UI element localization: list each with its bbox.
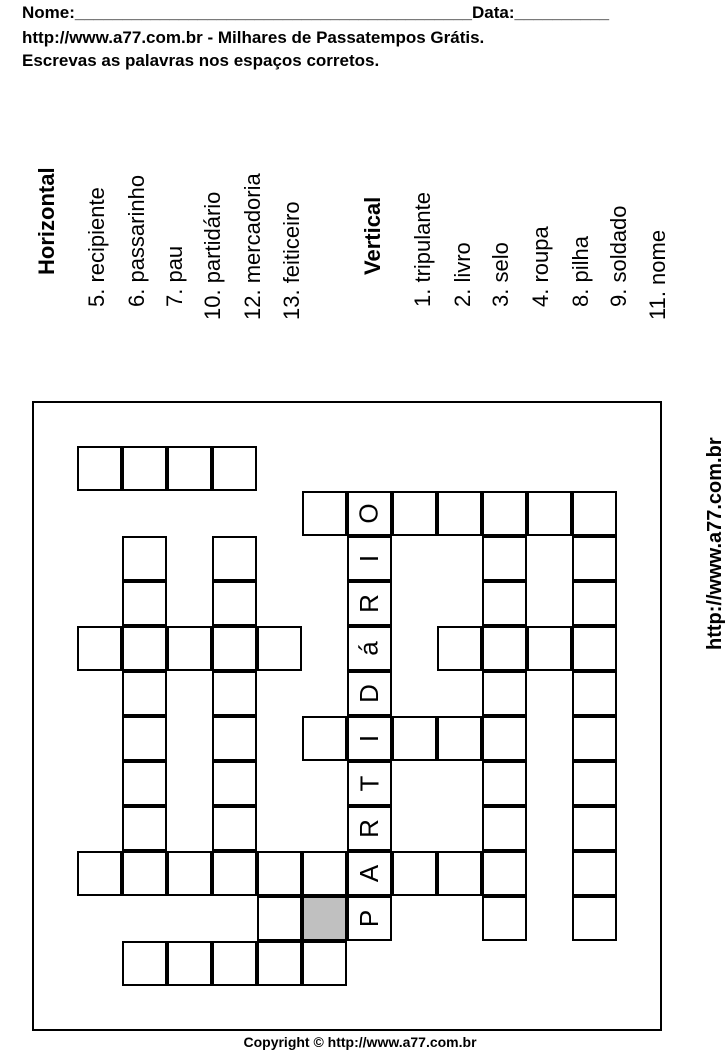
- crossword-cell[interactable]: [572, 716, 617, 761]
- crossword-cell[interactable]: [437, 491, 482, 536]
- shaded-cell[interactable]: [302, 896, 347, 941]
- answer-letter-text: A: [354, 864, 384, 883]
- crossword-cell[interactable]: [572, 806, 617, 851]
- crossword-cell[interactable]: [77, 626, 122, 671]
- answer-letter-text: D: [354, 684, 384, 703]
- crossword-cell[interactable]: [122, 626, 167, 671]
- answer-letter: [347, 536, 392, 581]
- answer-letter-text: R: [354, 594, 384, 613]
- crossword-cell[interactable]: [437, 851, 482, 896]
- crossword-cell[interactable]: [257, 896, 302, 941]
- crossword-cell[interactable]: [482, 761, 527, 806]
- header-name-date: Nome:__________________________________________Data:__________: [22, 3, 610, 22]
- horizontal-clue: 10. partidário: [200, 191, 225, 320]
- answer-letter: [347, 626, 392, 671]
- crossword-cell[interactable]: [482, 581, 527, 626]
- crossword-cell[interactable]: [482, 806, 527, 851]
- crossword-cell[interactable]: [572, 851, 617, 896]
- answer-letter-text: I: [353, 554, 384, 563]
- horizontal-clue: 12. mercadoria: [240, 173, 265, 320]
- horizontal-clue: 7. pau: [162, 245, 187, 307]
- crossword-cell[interactable]: [122, 671, 167, 716]
- crossword-cell[interactable]: [122, 716, 167, 761]
- crossword-cell[interactable]: [302, 491, 347, 536]
- vertical-clue: 4. roupa: [528, 226, 553, 307]
- crossword-cell[interactable]: [167, 941, 212, 986]
- crossword-cell[interactable]: [482, 896, 527, 941]
- crossword-cell[interactable]: [212, 716, 257, 761]
- horizontal-title: Horizontal: [34, 167, 59, 275]
- crossword-cell[interactable]: [572, 536, 617, 581]
- crossword-cell[interactable]: [257, 626, 302, 671]
- crossword-cell[interactable]: [527, 491, 572, 536]
- answer-letter-text: R: [354, 819, 384, 838]
- answer-letter-text: á: [354, 641, 384, 656]
- crossword-cell[interactable]: [122, 581, 167, 626]
- crossword-cell[interactable]: [572, 761, 617, 806]
- footer-copyright: Copyright © http://www.a77.com.br: [243, 1034, 477, 1050]
- answer-letter-text: I: [353, 734, 384, 743]
- vertical-clue: 2. livro: [450, 242, 475, 307]
- horizontal-clue: 6. passarinho: [124, 174, 149, 307]
- answer-letter: [347, 671, 392, 716]
- vertical-clue: 3. selo: [488, 242, 513, 307]
- crossword-cell[interactable]: [212, 446, 257, 491]
- crossword-cell[interactable]: [212, 761, 257, 806]
- crossword-cell[interactable]: [212, 671, 257, 716]
- answer-letter: [347, 716, 392, 761]
- answer-letter-text: P: [354, 909, 384, 928]
- crossword-cell[interactable]: [212, 851, 257, 896]
- answer-letter-text: T: [353, 775, 384, 792]
- answer-letter-text: O: [353, 503, 384, 524]
- side-url: http://www.a77.com.br: [704, 437, 726, 650]
- crossword-cell[interactable]: [302, 716, 347, 761]
- crossword-cell[interactable]: [257, 851, 302, 896]
- crossword-cell[interactable]: [392, 491, 437, 536]
- answer-letter: [347, 761, 392, 806]
- horizontal-clue: 5. recipiente: [84, 187, 109, 307]
- crossword-cell[interactable]: [482, 851, 527, 896]
- answer-letter: [347, 581, 392, 626]
- crossword-cell[interactable]: [392, 716, 437, 761]
- crossword-cell[interactable]: [302, 941, 347, 986]
- crossword-cell[interactable]: [122, 761, 167, 806]
- crossword-cell[interactable]: [167, 851, 212, 896]
- crossword-cell[interactable]: [77, 446, 122, 491]
- clue-lists: [0, 0, 720, 360]
- crossword-cell[interactable]: [437, 716, 482, 761]
- crossword-cell[interactable]: [482, 491, 527, 536]
- crossword-cell[interactable]: [167, 626, 212, 671]
- crossword-cell[interactable]: [122, 851, 167, 896]
- crossword-cell[interactable]: [482, 626, 527, 671]
- crossword-cell[interactable]: [482, 671, 527, 716]
- crossword-cell[interactable]: [302, 851, 347, 896]
- crossword-cell[interactable]: [77, 851, 122, 896]
- header-instructions: Escrevas as palavras nos espaços corretos.: [22, 51, 380, 70]
- crossword-cell[interactable]: [122, 536, 167, 581]
- answer-letter: [347, 896, 392, 941]
- crossword-cell[interactable]: [527, 626, 572, 671]
- crossword-cell[interactable]: [572, 626, 617, 671]
- crossword-cell[interactable]: [212, 626, 257, 671]
- horizontal-clue: 13. feiticeiro: [279, 201, 304, 320]
- vertical-clue: 8. pilha: [568, 236, 593, 307]
- crossword-cell[interactable]: [482, 716, 527, 761]
- crossword-cell[interactable]: [572, 896, 617, 941]
- crossword-cell[interactable]: [122, 806, 167, 851]
- crossword-cell[interactable]: [212, 581, 257, 626]
- crossword-cell[interactable]: [122, 446, 167, 491]
- crossword-cell[interactable]: [212, 536, 257, 581]
- answer-letter: [347, 851, 392, 896]
- answer-letter: [347, 491, 392, 536]
- crossword-cell[interactable]: [437, 626, 482, 671]
- vertical-title: Vertical: [360, 196, 385, 275]
- vertical-clue: 9. soldado: [606, 205, 631, 307]
- crossword-cell[interactable]: [392, 851, 437, 896]
- crossword-cell[interactable]: [572, 581, 617, 626]
- crossword-cell[interactable]: [212, 941, 257, 986]
- crossword-cell[interactable]: [212, 806, 257, 851]
- crossword-cell[interactable]: [257, 941, 302, 986]
- crossword-cell[interactable]: [572, 491, 617, 536]
- crossword-cell[interactable]: [572, 671, 617, 716]
- vertical-clue: 11. nome: [645, 229, 670, 320]
- crossword-cell[interactable]: [167, 446, 212, 491]
- vertical-clue: 1. tripulante: [410, 192, 435, 307]
- header-site: http://www.a77.com.br - Milhares de Passatempos Grátis.: [22, 28, 485, 47]
- answer-letter: [347, 806, 392, 851]
- crossword-cell[interactable]: [482, 536, 527, 581]
- crossword-cell[interactable]: [122, 941, 167, 986]
